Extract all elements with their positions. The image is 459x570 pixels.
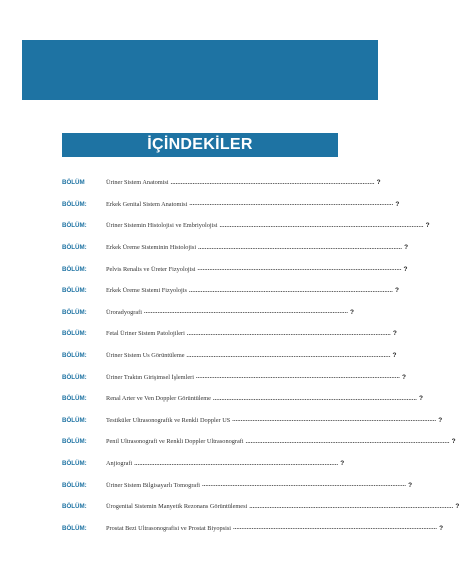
toc-chapter-title: Testiküler Ultrasonografik ve Renkli Doppler US: [106, 416, 231, 424]
toc-leader-dots: ........................................................................................................................: [186, 352, 391, 359]
toc-chapter-label: BÖLÜM:: [62, 287, 87, 295]
toc-chapter-title: Renal Arter ve Ven Doppler Görüntüleme: [106, 395, 211, 403]
toc-chapter-label: BÖLÜM:: [62, 373, 87, 381]
toc-page-number: ?: [403, 265, 408, 273]
toc-row[interactable]: [62, 215, 430, 237]
toc-row[interactable]: [62, 345, 397, 367]
toc-row[interactable]: [62, 410, 443, 432]
toc-chapter-label: BÖLÜM:: [62, 352, 87, 360]
toc-page-number: ?: [340, 460, 345, 468]
toc-leader-dots: ........................................................................................................................: [249, 503, 454, 510]
toc-page-number: ?: [350, 308, 355, 316]
toc-row[interactable]: [62, 431, 456, 453]
page-title: İÇİNDEKİLER: [147, 136, 253, 153]
toc-chapter-label: BÖLÜM:: [62, 460, 87, 468]
toc-chapter-label: BÖLÜM:: [62, 330, 87, 338]
toc-chapter-title: Üriner Sistem Us Görüntüleme: [106, 352, 185, 360]
toc-chapter-label: BÖLÜM:: [62, 438, 87, 446]
toc-page-number: ?: [438, 416, 443, 424]
toc-page-number: ?: [439, 524, 444, 532]
toc-chapter-title: Penil Ultrasonografi ve Renkli Doppler Ultrasonografi: [106, 438, 244, 446]
toc-chapter-label: BÖLÜM:: [62, 524, 87, 532]
toc-chapter-label: BÖLÜM:: [62, 308, 87, 316]
toc-row[interactable]: [62, 518, 444, 540]
toc-row[interactable]: [62, 323, 397, 345]
toc-row[interactable]: [62, 366, 406, 388]
toc-leader-dots: ........................................................................................................................: [188, 287, 393, 294]
toc-row[interactable]: [62, 302, 355, 324]
toc-row[interactable]: [62, 280, 399, 302]
toc-leader-dots: ........................................................................................................................: [189, 201, 394, 208]
toc-chapter-title: Üriner Sistemin Histolojisi ve Embriyolojisi: [106, 222, 218, 230]
toc-row[interactable]: [62, 194, 400, 216]
toc-page-number: ?: [395, 200, 400, 208]
toc-chapter-title: Üriner Traktın Girişimsel İşlemleri: [106, 373, 194, 381]
toc-page-number: ?: [394, 287, 399, 295]
toc-leader-dots: ........................................................................................................................: [134, 460, 339, 467]
toc-chapter-label: BÖLÜM: [62, 179, 85, 187]
toc-leader-dots: ........................................................................................................................: [198, 244, 403, 251]
toc-leader-dots: ........................................................................................................................: [170, 179, 375, 186]
toc-chapter-label: BÖLÜM:: [62, 200, 87, 208]
toc-row[interactable]: [62, 388, 423, 410]
toc-chapter-title: Üriner Sistem Bilgisayarlı Tomografi: [106, 481, 201, 489]
toc-page-number: ?: [455, 503, 459, 511]
toc-page-number: ?: [376, 179, 381, 187]
table-of-contents: [62, 172, 459, 539]
header-banner: [22, 40, 378, 100]
toc-leader-dots: ........................................................................................................................: [144, 309, 349, 316]
toc-chapter-label: BÖLÜM:: [62, 503, 87, 511]
toc-leader-dots: ........................................................................................................................: [232, 417, 437, 424]
toc-page-number: ?: [418, 395, 423, 403]
toc-row[interactable]: [62, 474, 413, 496]
toc-page-number: ?: [408, 481, 413, 489]
toc-chapter-label: BÖLÜM:: [62, 265, 87, 273]
toc-title-bar: [62, 133, 338, 157]
toc-chapter-title: Pelvis Renalis ve Üreter Fizyolojisi: [106, 265, 196, 273]
toc-chapter-title: Ürogenital Sistemin Manyetik Rezonans Görüntülemesi: [106, 503, 248, 511]
toc-chapter-title: Erkek Genital Sistem Anatomisi: [106, 200, 188, 208]
toc-chapter-title: Erkek Üreme Sistemi Fizyolojis: [106, 287, 187, 295]
toc-row[interactable]: [62, 172, 381, 194]
toc-leader-dots: ........................................................................................................................: [219, 222, 424, 229]
toc-leader-dots: ........................................................................................................................: [212, 395, 417, 402]
toc-page-number: ?: [401, 373, 406, 381]
toc-chapter-label: BÖLÜM:: [62, 244, 87, 252]
toc-chapter-title: Prostat Bezi Ultrasonografisi ve Prostat Biyopsisi: [106, 524, 232, 532]
toc-row[interactable]: [62, 453, 345, 475]
toc-chapter-title: Erkek Üreme Sisteminin Histolojisi: [106, 244, 197, 252]
toc-chapter-label: BÖLÜM:: [62, 481, 87, 489]
toc-leader-dots: ........................................................................................................................: [186, 330, 391, 337]
toc-leader-dots: ........................................................................................................................: [202, 482, 407, 489]
toc-row[interactable]: [62, 258, 408, 280]
toc-row[interactable]: [62, 496, 459, 518]
toc-chapter-title: Üriner Sistem Anatomisi: [106, 179, 169, 187]
toc-page-number: ?: [451, 438, 456, 446]
toc-chapter-label: BÖLÜM:: [62, 416, 87, 424]
toc-leader-dots: ........................................................................................................................: [195, 374, 400, 381]
toc-chapter-title: Anjiografi: [106, 460, 133, 468]
toc-leader-dots: ........................................................................................................................: [233, 525, 438, 532]
toc-page-number: ?: [425, 222, 430, 230]
toc-leader-dots: ........................................................................................................................: [245, 438, 450, 445]
toc-row[interactable]: [62, 237, 409, 259]
toc-chapter-title: Üroradyografi: [106, 308, 143, 316]
toc-chapter-label: BÖLÜM:: [62, 222, 87, 230]
toc-page-number: ?: [392, 330, 397, 338]
toc-chapter-label: BÖLÜM:: [62, 395, 87, 403]
toc-page-number: ?: [392, 352, 397, 360]
toc-page-number: ?: [404, 244, 409, 252]
toc-leader-dots: ........................................................................................................................: [197, 266, 402, 273]
toc-chapter-title: Fetal Üriner Sistem Patolojileri: [106, 330, 185, 338]
